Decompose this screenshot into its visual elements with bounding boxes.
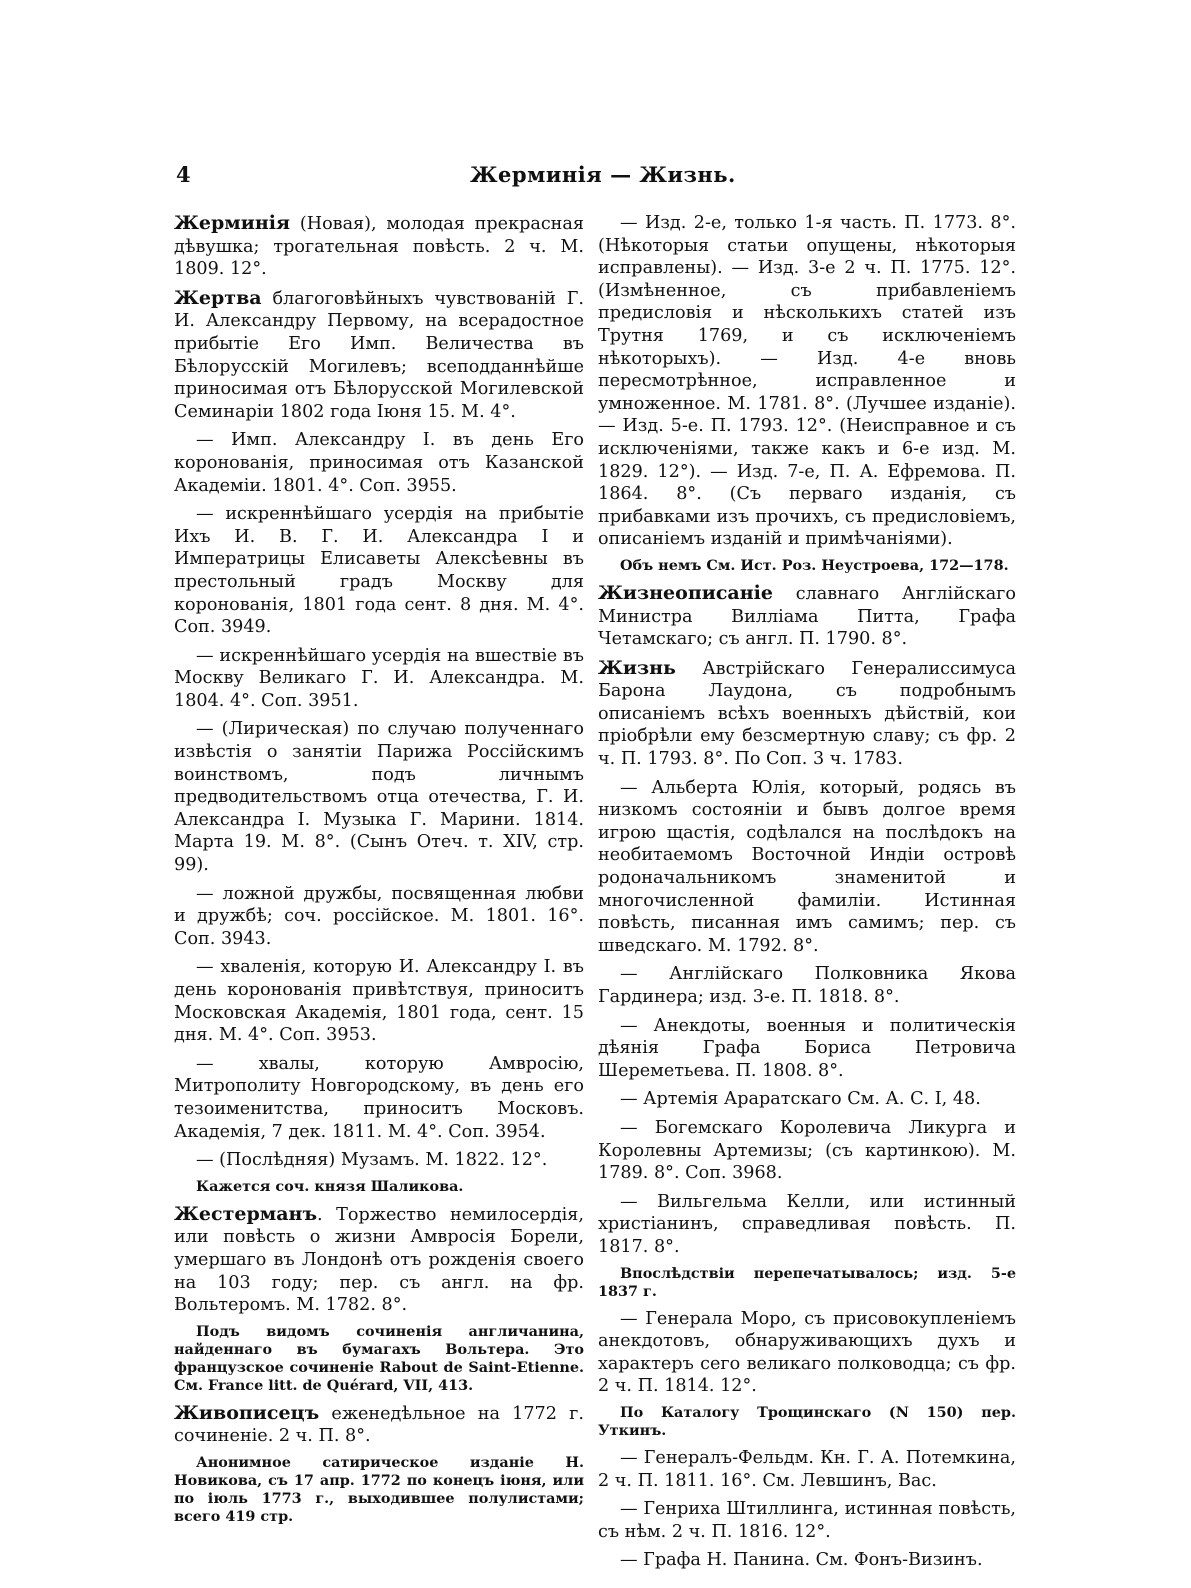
entry [174,287,584,424]
page-number: 4 [176,162,191,187]
entry: — хваленія, которую И. Александру I. въ день коронованія привѣтствуя, приноситъ Московская Академія, 1801 года, сент. 15 дня. М. 4°. Соп. 3953. [174,957,584,1046]
headword: Жертва [174,286,262,309]
entry: — Альберта Юлія, который, родясь въ низкомъ состояніи и бывъ долгое время игрою щастія, содѣлался на послѣдокъ на необитаемомъ Восточной Индіи островѣ родоначальникомъ знаменитой и многочисленной фамиліи. Истинная повѣсть, писанная имъ самимъ; пер. съ шведскаго. М. 1792. 8°. [598,777,1016,956]
entry: — Графа Н. Панина. См. Фонъ-Визинъ. [620,1550,983,1571]
headword: Жизнь [598,656,676,679]
left-column [174,212,584,1533]
entry [174,1203,584,1317]
entry: — Артемія Араратскаго См. А. С. I, 48. [620,1089,981,1110]
entry-text: Австрійскаго Генералиссимуса Барона Лаудона, съ подробнымъ описаніемъ всѣхъ военныхъ дѣйствій, кои пріобрѣли ему безсмертную славу; съ фр. 2 ч. П. 1793. 8°. По Соп. 3 ч. 1783. [598,658,1016,770]
entry-note: Впослѣдствіи перепечатывалось; изд. 5-е 1837 г. [598,1264,1016,1300]
entry-text: (Новая), молодая прекрасная дѣвушка; трогательная повѣсть. 2 ч. М. 1809. 12°. [174,214,584,280]
headword: Жерминія [174,212,291,234]
entry: — хвалы, которую Амвросію, Митрополиту Новгородскому, въ день его тезоименитства, приноситъ Московъ. Академія, 7 дек. 1811. М. 4°. Соп. 3954. [174,1053,584,1142]
headword: Жестерманъ [174,1202,318,1225]
running-head: Жерминія — Жизнь. [470,162,736,187]
right-column [598,212,1016,1578]
headword: Живописецъ [174,1401,320,1424]
entry-note: Кажется соч. князя Шаликова. [196,1177,464,1195]
entry: — (Послѣдняя) Музамъ. М. 1822. 12°. [196,1150,548,1171]
entry: — (Лирическая) по случаю полученнаго извѣстія о занятіи Парижа Россійскимъ воинствомъ, подъ личнымъ предводительствомъ отца отечества, Г. И. Александра I. Музыка Г. Марини. 1814. Марта 19. М. 8°. (Сынъ Отеч. т. XIV, стр. 99). [174,719,584,876]
entry-text: еженедѣльное на 1772 г. сочиненіе. 2 ч. П. 8°. [174,1403,584,1447]
entry [174,212,584,281]
entry: — Имп. Александру I. въ день Его коронованія, приносимая отъ Казанской Академіи. 1801. 4°. Соп. 3955. [174,430,584,496]
entry-note: Анонимное сатирическое изданіе Н. Новикова, съ 17 апр. 1772 по конецъ іюня, или по іюль 1773 г., выходившее полулистами; всего 419 стр. [174,1453,584,1525]
entry: — Богемскаго Королевича Ликурга и Королевны Артемизы; (съ картинкою). М. 1789. 8°. Соп. 3968. [598,1117,1016,1184]
entry-text: благоговѣйныхъ чувствованій Г. И. Александру Первому, на всерадостное прибытіе Его Имп. Величества въ Бѣлорусскій Могилевъ; всеподданнѣйше приносимая отъ Бѣлорусской Могилевской Семинаріи 1802 года Іюня 15. М. 4°. [174,288,584,422]
entry: — ложной дружбы, посвященная любви и дружбѣ; соч. россійское. М. 1801. 16°. Соп. 3943. [174,883,584,949]
entry: — Генерала Моро, съ присовокупленіемъ анекдотовъ, обнаруживающихъ духъ и характеръ сего великаго полководца; съ фр. 2 ч. П. 1814. 12°. [598,1308,1016,1397]
entry [174,1402,584,1448]
entry: — Изд. 2-е, только 1-я часть. П. 1773. 8°. (Нѣкоторыя статьи опущены, нѣкоторыя исправлены). — Изд. 3-е 2 ч. П. 1775. 12°. (Измѣненное, съ прибавленіемъ предисловія и нѣсколькихъ статей изъ Трутня 1769, и съ исключеніемъ нѣкоторыхъ). — Изд. 4-е вновь пересмотрѣнное, исправленное и умноженное. М. 1781. 8°. (Лучшее изданіе). — Изд. 5-е. П. 1793. 12°. (Неисправное и съ исключеніями, также какъ и 6-е изд. М. 1829. 12°). — Изд. 7-е, П. А. Ефремова. П. 1864. 8°. (Съ перваго изданія, съ прибавками изъ прочихъ, съ предисловіемъ, описаніемъ изданій и примѣчаніями). [598,213,1016,550]
entry: — искреннѣйшаго усердія на прибытіе Ихъ И. В. Г. И. Александра I и Императрицы Елисаветы Алексѣевны въ престольный градъ Москву для коронованія, 1801 года сент. 8 дня. М. 4°. Соп. 3949. [174,504,584,638]
entry-text: . Торжество немилосердія, или повѣсть о жизни Амвросія Борели, умершаго въ Лондонѣ отъ рожденія своего на 103 году; пер. съ англ. на фр. Вольтеромъ. М. 1782. 8°. [174,1204,584,1316]
entry-note: По Каталогу Трощинскаго (N 150) пер. Уткинъ. [598,1403,1016,1439]
entry: — искреннѣйшаго усердія на вшествіе въ Москву Великаго Г. И. Александра. М. 1804. 4°. Соп. 3951. [174,645,584,711]
entry: — Генералъ-Фельдм. Кн. Г. А. Потемкина, 2 ч. П. 1811. 16°. См. Левшинъ, Вас. [598,1447,1016,1491]
entry [598,657,1016,771]
entry: — Генриха Штиллинга, истинная повѣсть, съ нѣм. 2 ч. П. 1816. 12°. [598,1499,1016,1542]
entry: — Англійскаго Полковника Якова Гардинера; изд. 3-е. П. 1818. 8°. [598,964,1016,1007]
entry-note: Объ немъ См. Ист. Роз. Неустроева, 172—178. [620,556,1009,574]
entry-text: славнаго Англійскаго Министра Вилліама Питта, Графа Четамскаго; съ англ. П. 1790. 8°. [598,583,1016,650]
headword: Жизнеописаніе [598,581,773,604]
entry-note: Подъ видомъ сочиненія англичанина, найденнаго въ бумагахъ Вольтера. Это французское сочиненіе Rabout de Saint-Etienne. См. France litt. de Quérard, VII, 413. [174,1322,584,1394]
entry: — Вильгельма Келли, или истинный христіанинъ, справедливая повѣсть. П. 1817. 8°. [598,1191,1016,1257]
entry: — Анекдоты, военныя и политическія дѣянія Графа Бориса Петровича Шереметьева. П. 1808. 8°. [598,1015,1016,1081]
entry [598,582,1016,651]
